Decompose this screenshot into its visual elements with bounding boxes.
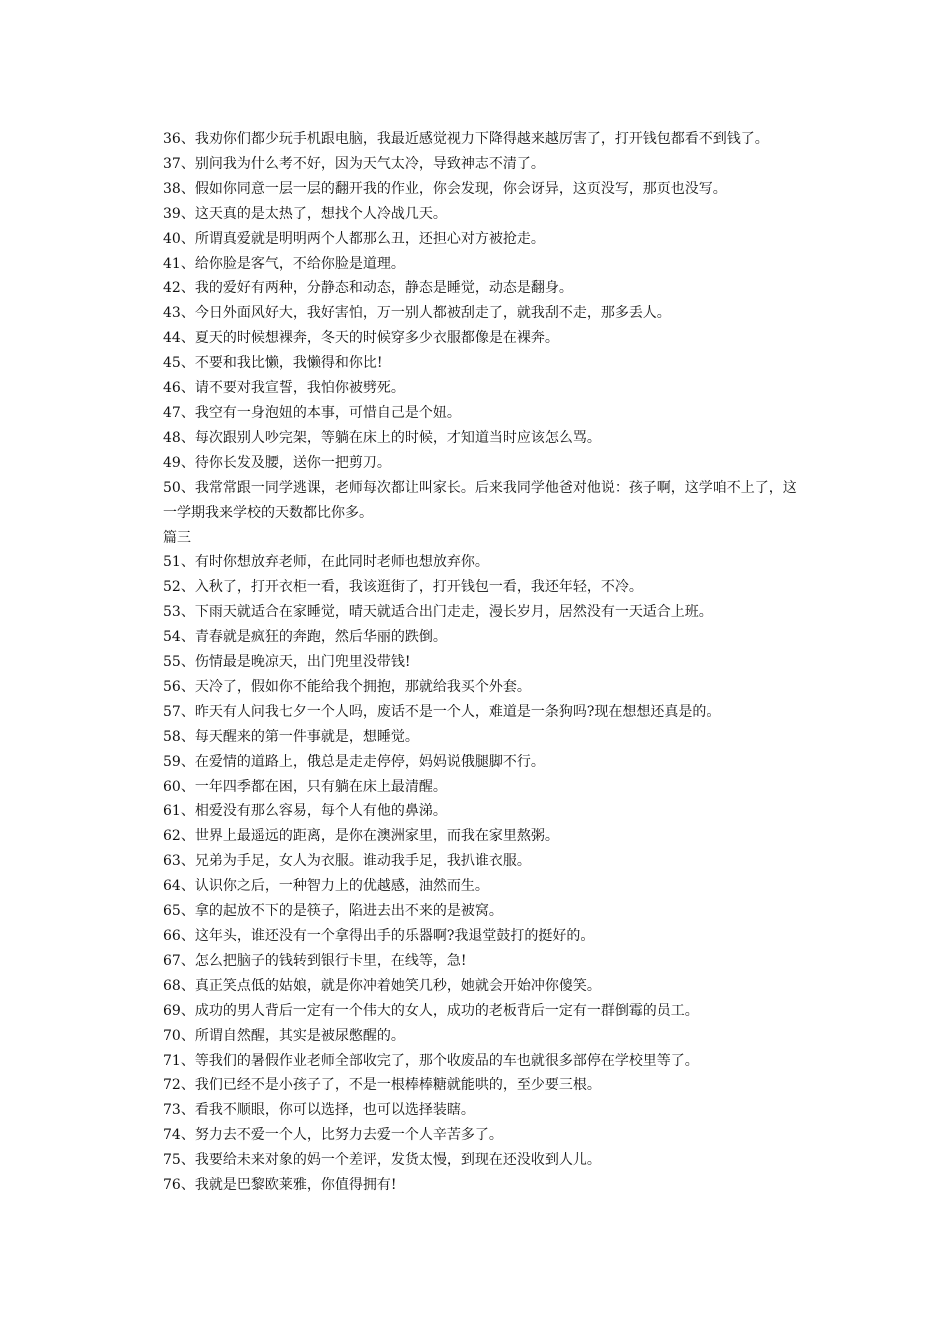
list-item: 69、成功的男人背后一定有一个伟大的女人，成功的老板背后一定有一群倒霉的员工。 xyxy=(163,1002,699,1019)
list-item: 67、怎么把脑子的钱转到银行卡里，在线等，急! xyxy=(163,952,467,969)
list-item: 58、每天醒来的第一件事就是，想睡觉。 xyxy=(163,728,419,745)
list-item: 57、昨天有人问我七夕一个人吗，废话不是一个人，难道是一条狗吗?现在想想还真是的。 xyxy=(163,703,721,720)
list-item: 36、我劝你们都少玩手机跟电脑，我最近感觉视力下降得越来越厉害了，打开钱包都看不到钱了。 xyxy=(163,131,769,147)
list-item: 60、一年四季都在困，只有躺在床上最清醒。 xyxy=(163,778,447,795)
list-item: 72、我们已经不是小孩子了，不是一根棒棒糖就能哄的，至少要三根。 xyxy=(163,1077,601,1094)
list-item: 46、请不要对我宣誓，我怕你被劈死。 xyxy=(163,380,405,397)
list-item: 51、有时你想放弃老师，在此同时老师也想放弃你。 xyxy=(163,554,489,571)
list-item: 76、我就是巴黎欧莱雅，你值得拥有! xyxy=(163,1177,397,1194)
list-item: 62、世界上最遥远的距离，是你在澳洲家里，而我在家里熬粥。 xyxy=(163,828,559,845)
list-item: 47、我空有一身泡妞的本事，可惜自己是个妞。 xyxy=(163,404,461,421)
list-item: 75、我要给未来对象的妈一个差评，发货太慢，到现在还没收到人儿。 xyxy=(163,1152,601,1169)
list-item: 73、看我不顺眼，你可以选择，也可以选择装瞎。 xyxy=(163,1102,475,1119)
list-item: 68、真正笑点低的姑娘，就是你冲着她笑几秒，她就会开始冲你傻笑。 xyxy=(163,977,601,994)
list-item: 65、拿的起放不下的是筷子，陷进去出不来的是被窝。 xyxy=(163,903,503,920)
list-item: 43、今日外面风好大，我好害怕，万一别人都被刮走了，就我刮不走，那多丢人。 xyxy=(163,305,671,322)
list-item: 64、认识你之后，一种智力上的优越感，油然而生。 xyxy=(163,878,489,895)
list-item: 63、兄弟为手足，女人为衣服。谁动我手足，我扒谁衣服。 xyxy=(163,853,531,870)
list-item: 50、我常常跟一同学逃课，老师每次都让叫家长。后来我同学他爸对他说：孩子啊，这学咱不上了，这一学期我来学校的天数都比你多。 xyxy=(163,479,797,521)
list-item: 37、别问我为什么考不好，因为天气太冷，导致神志不清了。 xyxy=(163,155,545,172)
list-item: 52、入秋了，打开衣柜一看，我该逛街了，打开钱包一看，我还年轻，不冷。 xyxy=(163,579,643,596)
list-item: 41、给你脸是客气，不给你脸是道理。 xyxy=(163,255,405,272)
list-item: 54、青春就是疯狂的奔跑，然后华丽的跌倒。 xyxy=(163,629,447,646)
list-item: 42、我的爱好有两种，分静态和动态，静态是睡觉，动态是翻身。 xyxy=(163,280,573,297)
document-body xyxy=(163,127,805,1198)
list-item: 70、所谓自然醒，其实是被尿憋醒的。 xyxy=(163,1027,405,1044)
section-title: 篇三 xyxy=(163,529,191,546)
list-item: 53、下雨天就适合在家睡觉，晴天就适合出门走走，漫长岁月，居然没有一天适合上班。 xyxy=(163,604,713,621)
list-item: 48、每次跟别人吵完架，等躺在床上的时候，才知道当时应该怎么骂。 xyxy=(163,429,601,446)
list-item: 74、努力去不爱一个人，比努力去爱一个人辛苦多了。 xyxy=(163,1127,503,1144)
list-item: 55、伤情最是晚凉天，出门兜里没带钱! xyxy=(163,654,411,671)
list-item: 66、这年头，谁还没有一个拿得出手的乐器啊?我退堂鼓打的挺好的。 xyxy=(163,928,595,944)
list-item: 59、在爱情的道路上，俄总是走走停停，妈妈说俄腿脚不行。 xyxy=(163,753,545,770)
list-item: 49、待你长发及腰，送你一把剪刀。 xyxy=(163,454,391,471)
list-item: 44、夏天的时候想裸奔，冬天的时候穿多少衣服都像是在裸奔。 xyxy=(163,330,559,347)
list-item: 61、相爱没有那么容易，每个人有他的鼻涕。 xyxy=(163,803,447,820)
list-item: 38、假如你同意一层一层的翻开我的作业，你会发现，你会讶异，这页没写，那页也没写。 xyxy=(163,180,727,197)
list-item: 71、等我们的暑假作业老师全部收完了，那个收废品的车也就很多部停在学校里等了。 xyxy=(163,1052,699,1069)
list-item: 45、不要和我比懒，我懒得和你比! xyxy=(163,355,383,372)
list-item: 56、天冷了，假如你不能给我个拥抱，那就给我买个外套。 xyxy=(163,678,531,695)
list-item: 40、所谓真爱就是明明两个人都那么丑，还担心对方被抢走。 xyxy=(163,230,545,247)
list-item: 39、这天真的是太热了，想找个人冷战几天。 xyxy=(163,205,447,222)
